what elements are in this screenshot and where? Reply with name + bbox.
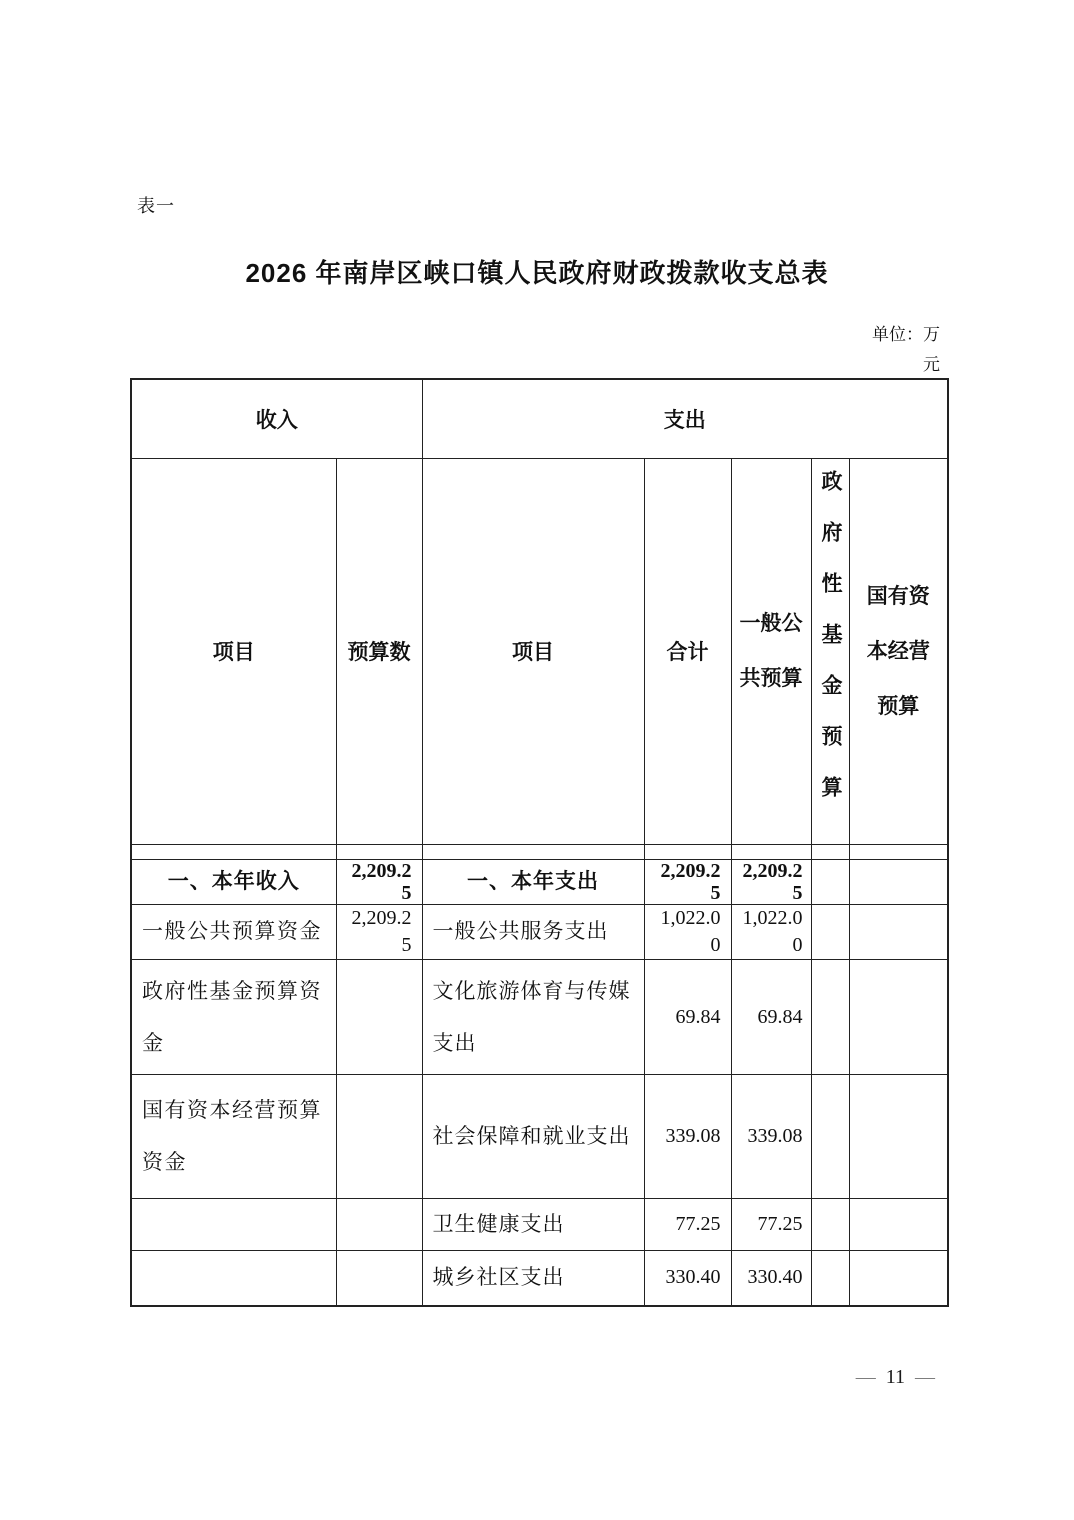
income-budget-cell: 2,209.25 (336, 859, 422, 904)
income-item-cell: 一、本年收入 (131, 859, 336, 904)
exp-state-capital-header: 国有资本经营预算 (849, 458, 948, 844)
income-budget-cell (336, 1074, 422, 1198)
exp-general-public-header: 一般公共预算 (731, 458, 811, 844)
income-item-cell: 国有资本经营预算资金 (131, 1074, 336, 1198)
exp-item-cell: 文化旅游体育与传媒支出 (422, 959, 644, 1074)
table-row (131, 859, 948, 904)
exp-total-cell: 77.25 (644, 1198, 731, 1250)
exp-general-cell: 339.08 (731, 1074, 811, 1198)
exp-gov-fund-header (811, 458, 849, 844)
exp-general-cell: 69.84 (731, 959, 811, 1074)
income-budget-cell (336, 1198, 422, 1250)
page-number-value: 11 (885, 1366, 905, 1388)
income-budget-header: 预算数 (336, 458, 422, 844)
exp-state-capital-cell (849, 1198, 948, 1250)
exp-gov-fund-cell (811, 904, 849, 959)
income-section-header: 收入 (131, 379, 422, 458)
exp-state-capital-cell (849, 959, 948, 1074)
exp-item-cell: 卫生健康支出 (422, 1198, 644, 1250)
exp-state-capital-cell (849, 859, 948, 904)
income-item-header: 项目 (131, 458, 336, 844)
exp-gov-fund-cell (811, 1198, 849, 1250)
income-item-cell (131, 1198, 336, 1250)
table-row (131, 1250, 948, 1306)
income-budget-cell: 2,209.25 (336, 904, 422, 959)
exp-state-capital-cell (849, 904, 948, 959)
document-title: 2026 年南岸区峡口镇人民政府财政拨款收支总表 (245, 258, 829, 288)
table-row (131, 959, 948, 1074)
page-dash-right: — (915, 1366, 935, 1388)
exp-general-cell: 2,209.25 (731, 859, 811, 904)
table-label: 表一 (137, 196, 175, 216)
section-header-row (131, 379, 948, 458)
page-number (856, 1366, 935, 1389)
exp-general-cell: 1,022.00 (731, 904, 811, 959)
unit-label: 单位：万元 (872, 325, 940, 374)
table-row (131, 1074, 948, 1198)
exp-gov-fund-cell (811, 1250, 849, 1306)
table-row (131, 1198, 948, 1250)
income-budget-cell (336, 1250, 422, 1306)
column-header-row (131, 458, 948, 844)
exp-total-cell: 2,209.25 (644, 859, 731, 904)
table-row (131, 904, 948, 959)
exp-gov-fund-header-text: 政府性基金预算 (819, 469, 842, 827)
income-item-cell (131, 1250, 336, 1306)
exp-general-cell: 77.25 (731, 1198, 811, 1250)
exp-total-cell: 330.40 (644, 1250, 731, 1306)
exp-gov-fund-cell (811, 1074, 849, 1198)
exp-gov-fund-cell (811, 859, 849, 904)
budget-table (130, 378, 949, 1307)
exp-total-header: 合计 (644, 458, 731, 844)
exp-general-cell: 330.40 (731, 1250, 811, 1306)
exp-total-cell: 69.84 (644, 959, 731, 1074)
page-dash-left: — (855, 1366, 876, 1388)
exp-state-capital-cell (849, 1074, 948, 1198)
spacer-row (131, 844, 948, 859)
exp-item-cell: 社会保障和就业支出 (422, 1074, 644, 1198)
exp-item-header: 项目 (422, 458, 644, 844)
exp-item-cell: 一般公共服务支出 (422, 904, 644, 959)
exp-total-cell: 1,022.00 (644, 904, 731, 959)
expenditure-section-header: 支出 (422, 379, 948, 458)
exp-item-cell: 一、本年支出 (422, 859, 644, 904)
exp-state-capital-cell (849, 1250, 948, 1306)
exp-total-cell: 339.08 (644, 1074, 731, 1198)
income-item-cell: 政府性基金预算资金 (131, 959, 336, 1074)
income-budget-cell (336, 959, 422, 1074)
exp-item-cell: 城乡社区支出 (422, 1250, 644, 1306)
income-item-cell: 一般公共预算资金 (131, 904, 336, 959)
exp-gov-fund-cell (811, 959, 849, 1074)
